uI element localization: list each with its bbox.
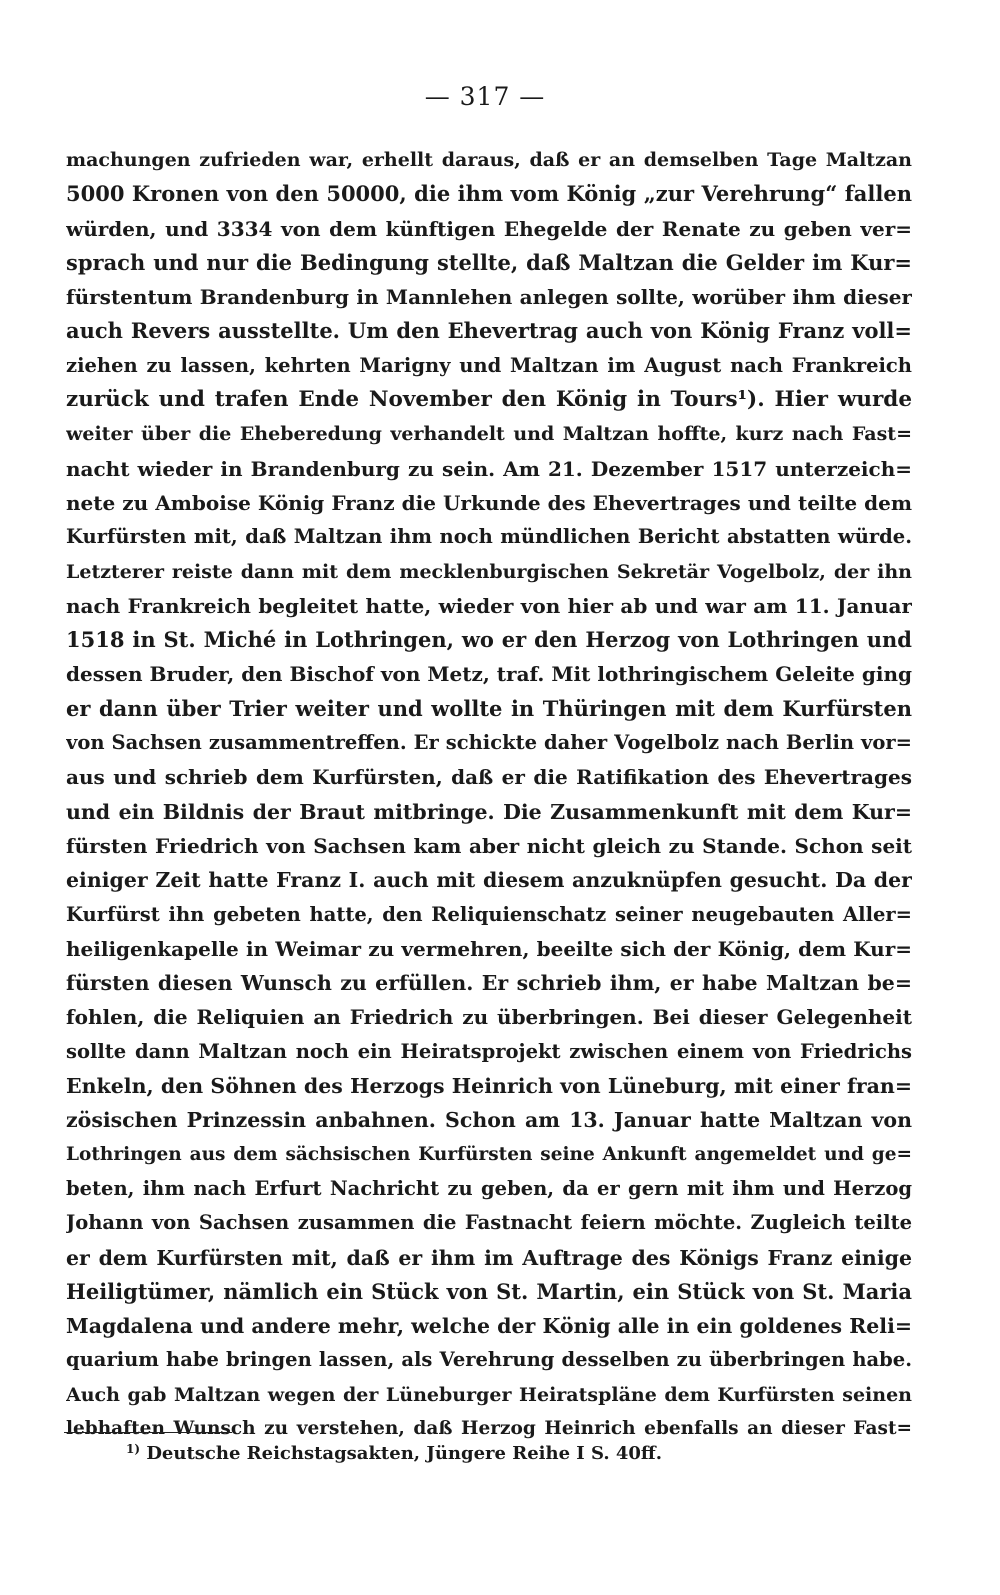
text-line: von Sachsen zusammentreffen. Er schickte daher Vogelbolz nach Berlin vor=: [66, 731, 912, 755]
text-line: fürstentum Brandenburg in Mannlehen anlegen sollte, worüber ihm dieser: [66, 285, 912, 310]
text-line: Johann von Sachsen zusammen die Fastnacht feiern möchte. Zugleich teilte: [66, 1211, 912, 1235]
text-line: Enkeln, den Söhnen des Herzogs Heinrich von Lüneburg, mit einer fran=: [66, 1074, 912, 1099]
footnote-marker: 1): [126, 1442, 141, 1456]
text-line: heiligenkapelle in Weimar zu vermehren, beeilte sich der König, dem Kur=: [66, 936, 912, 961]
text-line: aus und schrieb dem Kurfürsten, daß er die Ratifikation des Ehevertrages: [66, 765, 912, 790]
footnote-separator: [64, 1432, 232, 1433]
text-line: Kurfürst ihn gebeten hatte, den Reliquienschatz seiner neugebauten Aller=: [66, 902, 912, 926]
text-line: Letzterer reiste dann mit dem mecklenburgischen Sekretär Vogelbolz, der ihn: [66, 560, 912, 583]
text-line: zurück und trafen Ende November den König in Tours¹). Hier wurde: [66, 387, 912, 413]
text-line: fürsten diesen Wunsch zu erfüllen. Er schrieb ihm, er habe Maltzan be=: [66, 971, 912, 996]
text-line: würden, und 3334 von dem künftigen Ehegelde der Renate zu geben ver=: [66, 216, 912, 241]
text-line: er dem Kurfürsten mit, daß er ihm im Auftrage des Königs Franz einige: [66, 1245, 912, 1270]
text-line: beten, ihm nach Erfurt Nachricht zu geben, da er gern mit ihm und Herzog: [66, 1176, 912, 1200]
text-line: dessen Bruder, den Bischof von Metz, traf. Mit lothringischem Geleite ging: [66, 662, 912, 687]
text-line: weiter über die Eheberedung verhandelt und Maltzan hoffte, kurz nach Fast=: [66, 423, 912, 446]
text-line: Kurfürsten mit, daß Maltzan ihm noch mündlichen Bericht abstatten würde.: [66, 525, 912, 549]
footnote-text: Deutsche Reichstagsakten, Jüngere Reihe I S. 40ff.: [146, 1443, 662, 1464]
text-line: einiger Zeit hatte Franz I. auch mit diesem anzuknüpfen gesucht. Da der: [66, 868, 912, 893]
text-line: lebhaften Wunsch zu verstehen, daß Herzog Heinrich ebenfalls an dieser Fast=: [66, 1417, 912, 1439]
text-line: Heiligtümer, nämlich ein Stück von St. Martin, ein Stück von St. Maria: [66, 1278, 912, 1304]
text-line: sprach und nur die Bedingung stellte, daß Maltzan die Gelder im Kur=: [66, 249, 912, 275]
text-line: sollte dann Maltzan noch ein Heiratsprojekt zwischen einem von Friedrichs: [66, 1039, 912, 1063]
text-line: fürsten Friedrich von Sachsen kam aber nicht gleich zu Stande. Schon seit: [66, 833, 912, 858]
page-number: — 317 —: [424, 82, 546, 111]
text-line: Magdalena und andere mehr, welche der König alle in ein goldenes Reli=: [66, 1314, 912, 1339]
text-line: 5000 Kronen von den 50000, die ihm vom König „zur Verehrung“ fallen: [66, 181, 912, 207]
text-line: er dann über Trier weiter und wollte in Thüringen mit dem Kurfürsten: [66, 695, 912, 721]
text-line: nacht wieder in Brandenburg zu sein. Am 21. Dezember 1517 unterzeich=: [66, 456, 912, 481]
text-line: Lothringen aus dem sächsischen Kurfürsten seine Ankunft angemeldet und ge=: [66, 1143, 912, 1165]
text-line: machungen zufrieden war, erhellt daraus, daß er an demselben Tage Maltzan: [66, 149, 912, 171]
text-line: ziehen zu lassen, kehrten Marigny und Maltzan im August nach Frankreich: [66, 353, 912, 377]
text-line: 1518 in St. Miché in Lothringen, wo er den Herzog von Lothringen und: [66, 627, 912, 653]
footnote: [126, 1442, 662, 1464]
text-line: quarium habe bringen lassen, als Verehrung desselben zu überbringen habe.: [66, 1348, 912, 1372]
text-line: Auch gab Maltzan wegen der Lüneburger Heiratspläne dem Kurfürsten seinen: [66, 1383, 912, 1406]
main-text-block: [66, 143, 912, 1446]
text-line: fohlen, die Reliquien an Friedrich zu überbringen. Bei dieser Gelegenheit: [66, 1005, 912, 1030]
text-line: nach Frankreich begleitet hatte, wieder von hier ab und war am 11. Januar: [66, 593, 912, 618]
text-line: und ein Bildnis der Braut mitbringe. Die Zusammenkunft mit dem Kur=: [66, 799, 912, 824]
text-line: zösischen Prinzessin anbahnen. Schon am 13. Januar hatte Maltzan von: [66, 1108, 912, 1133]
text-line: auch Revers ausstellte. Um den Ehevertrag auch von König Franz voll=: [66, 318, 912, 344]
text-line: nete zu Amboise König Franz die Urkunde des Ehevertrages und teilte dem: [66, 490, 912, 515]
